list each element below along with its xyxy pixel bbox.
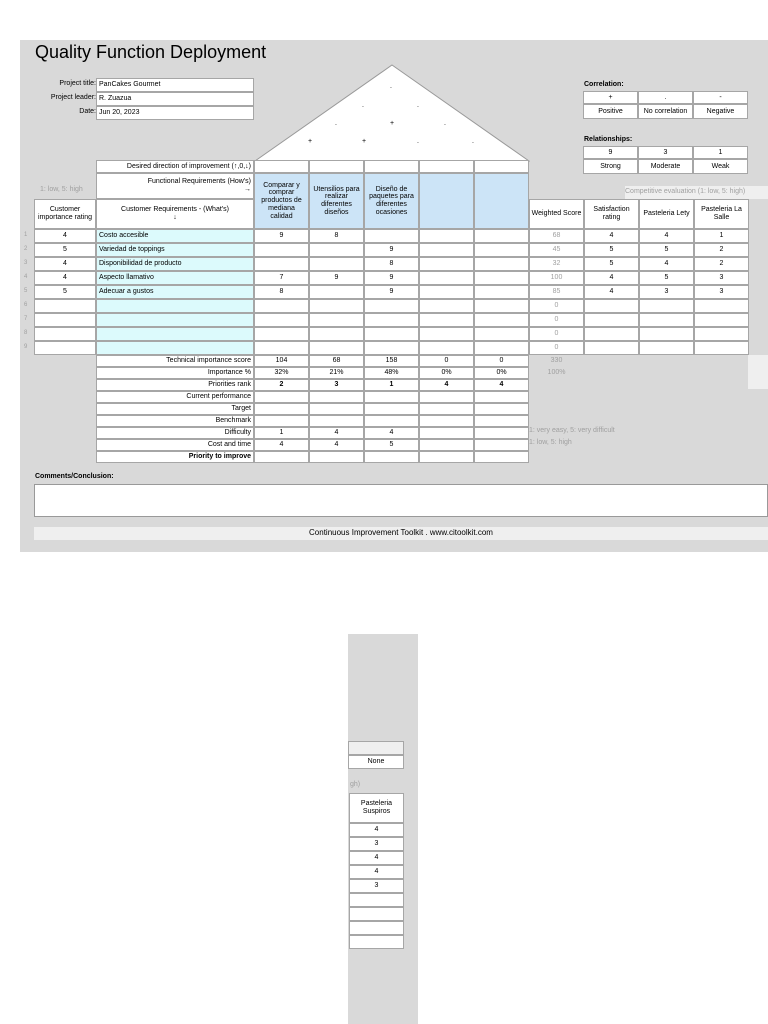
roof-symbol: . (417, 138, 419, 145)
competitive-rating-cell[interactable]: 3 (639, 285, 694, 299)
direction-cell[interactable] (419, 160, 474, 173)
competitive-rating-cell[interactable] (349, 907, 404, 921)
bottom-row-cell[interactable]: 4 (309, 427, 364, 439)
functional-requirements-text: Functional Requirements (How's) (147, 178, 251, 186)
project-leader-field[interactable]: R. Zuazua (96, 92, 254, 106)
relationship-cell[interactable] (254, 243, 309, 257)
roof-symbol: . (362, 102, 364, 109)
relationship-cell[interactable] (419, 327, 474, 341)
comments-label: Comments/Conclusion: (35, 473, 114, 480)
relationship-cell[interactable] (309, 341, 364, 355)
bottom-row-cell: 0% (419, 367, 474, 379)
competitive-rating-cell[interactable]: 5 (584, 243, 639, 257)
relationship-cell[interactable] (364, 327, 419, 341)
importance-header: Customer importance rating (34, 199, 96, 229)
relationship-cell[interactable] (364, 229, 419, 243)
bottom-row-cell: 68 (309, 355, 364, 367)
bottom-row-cell[interactable]: 4 (364, 427, 419, 439)
bottom-row-cell[interactable] (474, 451, 529, 463)
correlation-none-label: No correlation (638, 104, 693, 119)
weighted-percent: 100% (547, 369, 566, 377)
importance-rating-cell[interactable] (34, 327, 96, 341)
relationship-strong-label: Strong (583, 159, 638, 174)
page2-none-label: None (348, 755, 404, 769)
roof-symbol: . (472, 138, 474, 145)
competitive-rating-cell[interactable]: 4 (349, 851, 404, 865)
relationship-cell[interactable]: 9 (254, 229, 309, 243)
bottom-row-cell[interactable] (364, 391, 419, 403)
roof-symbol: . (417, 102, 419, 109)
competitive-rating-cell[interactable]: 4 (584, 285, 639, 299)
relationship-cell[interactable] (419, 257, 474, 271)
competitive-evaluation-label: Competitive evaluation (1: low, 5: high) (625, 186, 768, 199)
bottom-row-cell[interactable] (254, 415, 309, 427)
bottom-row-cell[interactable] (309, 403, 364, 415)
row-number: 4 (24, 274, 28, 280)
importance-rating-cell[interactable]: 4 (34, 229, 96, 243)
bottom-row-cell: 32% (254, 367, 309, 379)
relationship-cell[interactable] (474, 229, 529, 243)
relationship-cell[interactable] (254, 257, 309, 271)
row-number: 5 (24, 288, 28, 294)
customer-requirement-cell[interactable] (96, 313, 254, 327)
competitive-rating-cell[interactable] (349, 935, 404, 949)
bottom-row-label: Priorities rank (96, 379, 254, 391)
competitive-rating-cell[interactable]: 4 (349, 823, 404, 837)
cost-note: 1: low, 5: high (529, 439, 572, 446)
roof-symbol: . (390, 83, 392, 90)
weighted-score-cell: 100 (529, 271, 584, 285)
correlation-negative-label: Negative (693, 104, 748, 119)
correlation-roof (254, 64, 530, 162)
correlation-heading: Correlation: (584, 81, 624, 88)
bottom-row-cell[interactable] (364, 415, 419, 427)
competitive-rating-cell[interactable] (639, 299, 694, 313)
competitive-rating-cell[interactable]: 5 (639, 243, 694, 257)
competitive-rating-cell[interactable]: 4 (584, 271, 639, 285)
competitor-header: Pasteleria La Salle (694, 199, 749, 229)
competitive-rating-cell[interactable]: 5 (639, 271, 694, 285)
page2-partial-text: gh) (350, 781, 361, 788)
competitive-rating-cell[interactable]: 4 (584, 229, 639, 243)
direction-cell[interactable] (474, 160, 529, 173)
bottom-row-cell: 3 (309, 379, 364, 391)
bottom-row-label: Current performance (96, 391, 254, 403)
relationship-cell[interactable] (419, 313, 474, 327)
weighted-score-header: Weighted Score (529, 199, 584, 229)
row-number: 8 (24, 330, 28, 336)
weighted-score-cell: 85 (529, 285, 584, 299)
correlation-none-symbol: . (638, 91, 693, 104)
bottom-row-cell: 21% (309, 367, 364, 379)
relationship-cell[interactable]: 9 (364, 285, 419, 299)
bottom-row-cell[interactable]: 4 (309, 439, 364, 451)
arrow-down-icon: ↓ (173, 214, 177, 221)
relationship-strong-value: 9 (583, 146, 638, 159)
importance-rating-cell[interactable]: 5 (34, 285, 96, 299)
bottom-row-cell[interactable]: 1 (254, 427, 309, 439)
grey-band (748, 355, 768, 389)
comments-field[interactable] (34, 484, 768, 517)
relationship-cell[interactable] (474, 271, 529, 285)
row-number: 9 (24, 344, 28, 350)
functional-requirement-header[interactable]: Utensilios para realizar diferentes diseños (309, 173, 364, 229)
bottom-row-cell[interactable] (419, 451, 474, 463)
relationship-cell[interactable]: 8 (364, 257, 419, 271)
competitive-rating-cell[interactable]: 5 (584, 257, 639, 271)
bottom-row-cell: 2 (254, 379, 309, 391)
bottom-row-cell[interactable] (419, 403, 474, 415)
requirements-header (96, 199, 254, 229)
bottom-row-label: Cost and time (96, 439, 254, 451)
requirements-header-text: Customer Requirements - (What's) (121, 206, 229, 214)
difficulty-note: 1: very easy, 5: very difficult (529, 427, 615, 434)
bottom-row-cell: 158 (364, 355, 419, 367)
customer-requirement-cell[interactable] (96, 341, 254, 355)
bottom-row-cell: 1 (364, 379, 419, 391)
competitive-rating-cell[interactable]: 3 (694, 271, 749, 285)
competitive-rating-cell[interactable] (639, 341, 694, 355)
bottom-row-cell[interactable] (364, 451, 419, 463)
relationship-cell[interactable]: 9 (364, 243, 419, 257)
bottom-row-cell[interactable] (474, 439, 529, 451)
bottom-row-cell[interactable]: 4 (254, 439, 309, 451)
weighted-score-cell: 45 (529, 243, 584, 257)
relationship-cell[interactable] (254, 341, 309, 355)
direction-cell[interactable] (309, 160, 364, 173)
bottom-row-label: Technical importance score (96, 355, 254, 367)
direction-cell[interactable] (364, 160, 419, 173)
date-field[interactable]: Jun 20, 2023 (96, 106, 254, 120)
bottom-row-cell[interactable] (419, 427, 474, 439)
competitive-rating-cell[interactable]: 1 (694, 229, 749, 243)
relationship-cell[interactable]: 9 (309, 271, 364, 285)
customer-requirement-cell[interactable]: Variedad de toppings (96, 243, 254, 257)
customer-requirement-cell[interactable]: Adecuar a gustos (96, 285, 254, 299)
roof-symbol: + (390, 120, 395, 127)
bottom-row-cell: 0 (419, 355, 474, 367)
correlation-negative-symbol: - (693, 91, 748, 104)
page2-suspiros-header: Pasteleria Suspiros (349, 793, 404, 823)
functional-requirement-header[interactable]: Comparar y comprar productos de mediana calidad (254, 173, 309, 229)
functional-requirements-label (96, 173, 254, 199)
relationship-cell[interactable] (474, 243, 529, 257)
competitor-header: Pasteleria Lety (639, 199, 694, 229)
bottom-row-cell[interactable] (419, 391, 474, 403)
customer-requirement-cell[interactable]: Aspecto llamativo (96, 271, 254, 285)
customer-requirement-cell[interactable] (96, 299, 254, 313)
relationship-cell[interactable] (419, 285, 474, 299)
competitive-rating-cell[interactable]: 4 (349, 865, 404, 879)
competitive-rating-cell[interactable]: 2 (694, 257, 749, 271)
relationship-cell[interactable] (419, 229, 474, 243)
relationship-moderate-label: Moderate (638, 159, 693, 174)
bottom-row-cell: 0% (474, 367, 529, 379)
customer-requirement-cell[interactable]: Disponibilidad de producto (96, 257, 254, 271)
bottom-row-cell: 0 (474, 355, 529, 367)
bottom-row-label: Importance % (96, 367, 254, 379)
functional-requirement-header[interactable] (419, 173, 474, 229)
relationship-weak-value: 1 (693, 146, 748, 159)
bottom-row-cell[interactable] (474, 403, 529, 415)
bottom-row-cell[interactable] (419, 415, 474, 427)
relationship-cell[interactable] (474, 285, 529, 299)
relationship-cell[interactable] (419, 341, 474, 355)
correlation-positive-symbol: + (583, 91, 638, 104)
relationships-heading: Relationships: (584, 136, 633, 143)
competitive-rating-cell[interactable] (349, 921, 404, 935)
project-title-field[interactable]: PanCakes Gourmet (96, 78, 254, 92)
functional-requirement-header[interactable]: Diseño de paquetes para diferentes ocasiones (364, 173, 419, 229)
competitive-rating-cell[interactable] (639, 327, 694, 341)
weighted-score-cell: 32 (529, 257, 584, 271)
customer-requirement-cell[interactable] (96, 327, 254, 341)
bottom-row-label: Target (96, 403, 254, 415)
relationship-cell[interactable] (309, 299, 364, 313)
functional-requirement-header[interactable] (474, 173, 529, 229)
bottom-row-cell[interactable] (254, 403, 309, 415)
weighted-score-cell: 68 (529, 229, 584, 243)
relationship-cell[interactable] (474, 257, 529, 271)
direction-label: Desired direction of improvement (↑,0,↓) (96, 160, 254, 173)
relationship-cell[interactable] (474, 313, 529, 327)
relationship-cell[interactable] (419, 271, 474, 285)
importance-rating-cell[interactable] (34, 299, 96, 313)
arrow-right-icon: → (244, 186, 251, 193)
bottom-row-cell[interactable] (474, 415, 529, 427)
importance-rating-cell[interactable]: 5 (34, 243, 96, 257)
relationship-cell[interactable] (419, 299, 474, 313)
row-number: 2 (24, 246, 28, 252)
roof-symbol: . (444, 120, 446, 127)
relationship-cell[interactable] (254, 327, 309, 341)
relationship-weak-label: Weak (693, 159, 748, 174)
relationship-cell[interactable] (364, 341, 419, 355)
competitive-rating-cell[interactable] (694, 299, 749, 313)
date-label: Date: (79, 108, 96, 115)
competitive-rating-cell[interactable] (639, 313, 694, 327)
relationship-cell[interactable] (419, 243, 474, 257)
bottom-row-cell[interactable] (419, 439, 474, 451)
competitive-rating-cell[interactable] (584, 327, 639, 341)
roof-symbol: . (335, 120, 337, 127)
competitive-rating-cell[interactable]: 4 (639, 229, 694, 243)
footer: Continuous Improvement Toolkit . www.citoolkit.com (34, 527, 768, 540)
relationship-cell[interactable] (254, 313, 309, 327)
relationship-cell[interactable] (474, 341, 529, 355)
relationship-cell[interactable] (309, 327, 364, 341)
competitive-rating-cell[interactable]: 3 (349, 837, 404, 851)
relationship-cell[interactable]: 7 (254, 271, 309, 285)
weighted-score-cell: 0 (529, 299, 584, 313)
bottom-row-cell[interactable] (474, 427, 529, 439)
relationship-moderate-value: 3 (638, 146, 693, 159)
customer-requirement-cell[interactable]: Costo accesible (96, 229, 254, 243)
bottom-row-cell: 4 (419, 379, 474, 391)
importance-scale-note: 1: low, 5: high (40, 186, 83, 193)
bottom-row-label: Priority to improve (96, 451, 254, 463)
competitive-rating-cell[interactable]: 2 (694, 243, 749, 257)
bottom-row-cell: 48% (364, 367, 419, 379)
competitive-rating-cell[interactable] (694, 327, 749, 341)
relationship-cell[interactable] (309, 313, 364, 327)
row-number: 1 (24, 232, 28, 238)
bottom-row-cell[interactable] (309, 451, 364, 463)
relationship-cell[interactable] (474, 327, 529, 341)
relationship-cell[interactable] (309, 285, 364, 299)
competitor-header: Satisfaction rating (584, 199, 639, 229)
weighted-score-cell: 0 (529, 313, 584, 327)
weighted-score-cell: 0 (529, 327, 584, 341)
roof-symbol: + (362, 138, 367, 145)
relationship-cell[interactable] (309, 257, 364, 271)
competitive-rating-cell[interactable] (584, 341, 639, 355)
direction-cell[interactable] (254, 160, 309, 173)
competitive-rating-cell[interactable] (349, 893, 404, 907)
bottom-row-cell[interactable] (364, 403, 419, 415)
bottom-row-cell: 4 (474, 379, 529, 391)
relationship-cell[interactable] (309, 243, 364, 257)
importance-rating-cell[interactable]: 4 (34, 257, 96, 271)
competitive-rating-cell[interactable] (694, 341, 749, 355)
importance-rating-cell[interactable]: 4 (34, 271, 96, 285)
page2-top-cell (348, 741, 404, 755)
bottom-row-cell[interactable] (474, 391, 529, 403)
relationship-cell[interactable]: 8 (254, 285, 309, 299)
relationship-cell[interactable]: 8 (309, 229, 364, 243)
relationship-cell[interactable] (364, 313, 419, 327)
project-title-label: Project title: (59, 80, 96, 87)
competitive-rating-cell[interactable] (694, 313, 749, 327)
competitive-rating-cell[interactable]: 3 (694, 285, 749, 299)
bottom-row-cell[interactable] (254, 391, 309, 403)
competitive-rating-cell[interactable] (584, 313, 639, 327)
competitive-rating-cell[interactable]: 4 (639, 257, 694, 271)
roof-symbol: + (308, 138, 313, 145)
row-number: 3 (24, 260, 28, 266)
bottom-row-cell[interactable] (254, 451, 309, 463)
page-title: Quality Function Deployment (35, 42, 267, 62)
bottom-row-label: Difficulty (96, 427, 254, 439)
bottom-row-label: Benchmark (96, 415, 254, 427)
relationship-cell[interactable]: 9 (364, 271, 419, 285)
row-number: 7 (24, 316, 28, 322)
project-leader-label: Project leader: (50, 94, 96, 101)
bottom-row-cell[interactable] (309, 391, 364, 403)
bottom-row-cell[interactable] (309, 415, 364, 427)
bottom-row-cell: 104 (254, 355, 309, 367)
relationship-cell[interactable] (254, 299, 309, 313)
weighted-score-cell: 0 (529, 341, 584, 355)
bottom-row-cell[interactable]: 5 (364, 439, 419, 451)
relationship-cell[interactable] (474, 299, 529, 313)
row-number: 6 (24, 302, 28, 308)
correlation-positive-label: Positive (583, 104, 638, 119)
importance-rating-cell[interactable] (34, 313, 96, 327)
competitive-rating-cell[interactable] (584, 299, 639, 313)
competitive-rating-cell[interactable]: 3 (349, 879, 404, 893)
relationship-cell[interactable] (364, 299, 419, 313)
weighted-total: 330 (550, 357, 563, 365)
importance-rating-cell[interactable] (34, 341, 96, 355)
